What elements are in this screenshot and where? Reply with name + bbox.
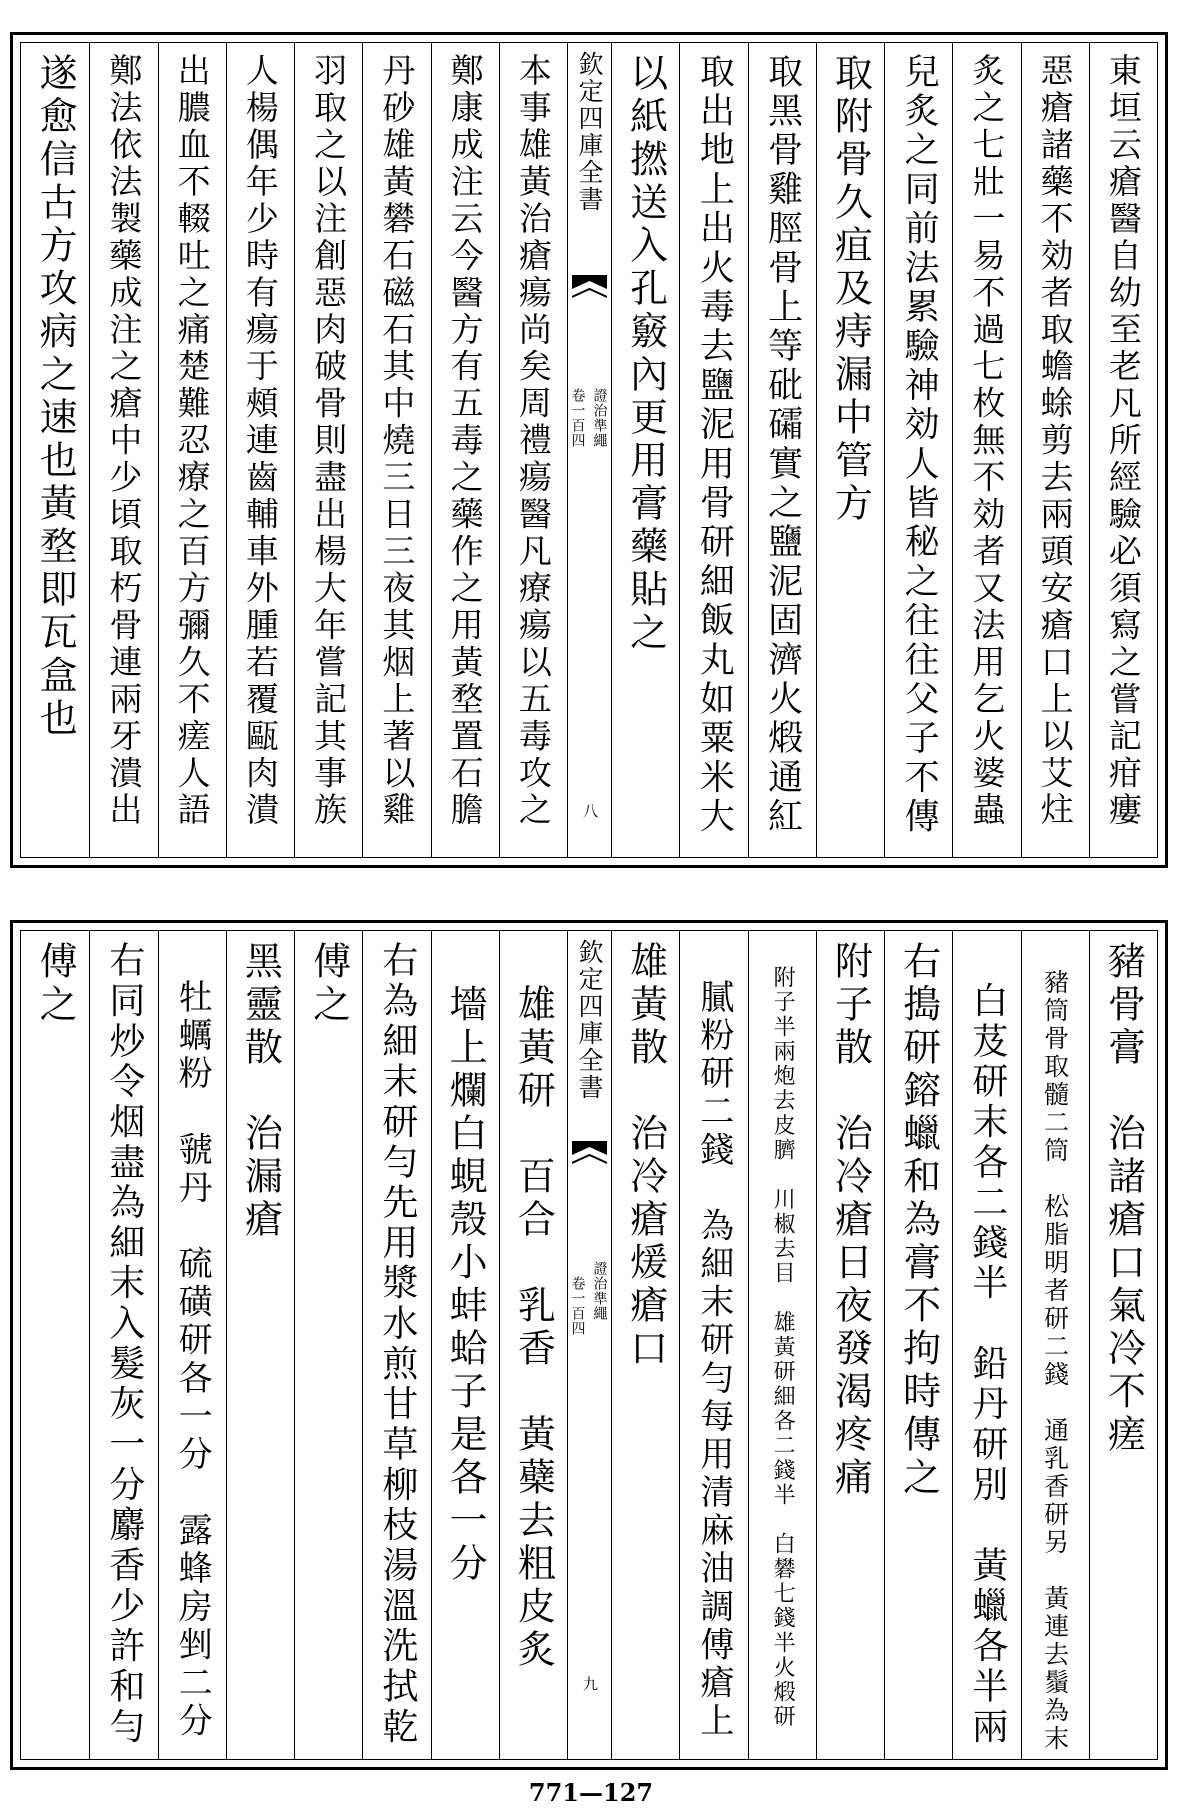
text-column [226, 931, 294, 1759]
top-page-text-frame [20, 42, 1158, 858]
text-column [89, 43, 157, 857]
column-text: 本事雄黃治瘡瘍尚矣周禮瘍醫凡療瘍以五毒攻之 [513, 53, 553, 830]
text-column [431, 931, 499, 1759]
text-column [952, 43, 1020, 857]
column-text: 東垣云瘡醫自幼至老凡所經驗必須寫之嘗記疳瘻 [1103, 53, 1143, 830]
text-column [1089, 43, 1157, 857]
bottom-page [10, 920, 1168, 1770]
column-text: 右為細末研勻先用漿水煎甘草柳枝湯溫洗拭乾 [376, 941, 418, 1748]
text-column [816, 43, 884, 857]
column-text: 傅之 [306, 941, 351, 1027]
column-text: 膩粉研二錢 為細末研勻每用清麻油調傅瘡上 [693, 941, 734, 1741]
text-column [431, 43, 499, 857]
column-text: 黑靈散 治漏瘡 [238, 941, 283, 1242]
text-column [89, 931, 157, 1759]
column-text: 遂愈信古方攻病之速也黃堥即瓦盒也 [33, 53, 78, 741]
gutter-title: 欽定四庫全書 [575, 939, 604, 1101]
column-text: 取附骨久疽及痔漏中管方 [828, 53, 873, 526]
gutter-section: 證治準繩 [591, 1261, 608, 1321]
text-column [1021, 931, 1089, 1759]
text-column [679, 43, 747, 857]
text-column [226, 43, 294, 857]
text-column [499, 43, 567, 857]
column-text: 墻上爛白蜆殼小蚌蛤子是各一分 [443, 941, 488, 1586]
column-text: 鄭法依法製藥成注之瘡中少頃取朽骨連兩牙潰出 [104, 53, 144, 830]
text-column [611, 43, 679, 857]
column-text: 丹砂雄黃礬石磁石其中燒三日三夜其烟上著以雞 [377, 53, 417, 830]
column-text: 炙之七壯一易不過七枚無不効者又法用乞火婆蟲 [967, 53, 1007, 830]
column-text: 右同炒令烟盡為細末入髮灰一分麝香少許和勻 [103, 941, 145, 1748]
bottom-page-text-frame [20, 930, 1158, 1760]
column-text: 取黑骨雞脛骨上等砒礵實之鹽泥固濟火煅通紅 [762, 53, 803, 837]
text-column [158, 43, 226, 857]
column-text: 附子半兩炮去皮臍 川椒去目 雄黃研細各二錢半 白礬七錢半火煅研 [770, 941, 796, 1730]
text-column [1089, 931, 1157, 1759]
gutter-leaf-number: 九 [581, 1676, 599, 1693]
fish-tail-mark [572, 275, 607, 301]
text-column [499, 931, 567, 1759]
column-text: 出膿血不輟吐之痛楚難忍療之百方彌久不瘥人語 [172, 53, 212, 830]
text-column [884, 43, 952, 857]
text-column [294, 931, 362, 1759]
column-text: 兒炙之同前法累驗神効人皆秘之往往父子不傳 [899, 53, 940, 837]
text-column [362, 43, 430, 857]
column-text: 取出地上出火毒去鹽泥用骨研細飯丸如粟米大 [694, 53, 735, 837]
center-gutter [567, 43, 611, 857]
column-text: 豬筒骨取髓二筒 松脂明者研二錢 通乳香研另 黃連去鬚為末 [1040, 941, 1070, 1753]
column-text: 雄黃散 治冷瘡煖瘡口 [623, 941, 668, 1371]
column-text: 傅之 [33, 941, 78, 1027]
text-column [1021, 43, 1089, 857]
column-text: 附子散 治冷瘡日夜發渴疼痛 [828, 941, 873, 1500]
column-text: 豬骨膏 治諸瘡口氣冷不瘥 [1101, 941, 1146, 1457]
column-text: 人楊偶年少時有瘍于頰連齒輔車外腫若覆甌肉潰 [240, 53, 280, 830]
fish-tail-mark [572, 1141, 607, 1167]
page-number: 771—127 [528, 1778, 654, 1807]
text-column [21, 43, 89, 857]
text-column [294, 43, 362, 857]
gutter-volume: 卷一百四 [569, 388, 586, 448]
column-text: 白芨研末各二錢半 鉛丹研別 黃蠟各半兩 [966, 941, 1008, 1748]
text-column [362, 931, 430, 1759]
column-text: 以紙撚送入孔竅內更用膏藥貼之 [623, 53, 668, 655]
column-text: 雄黃研 百合 乳香 黃蘗去粗皮炙 [511, 941, 556, 1672]
text-column [748, 43, 816, 857]
text-column [748, 931, 816, 1759]
gutter-section: 證治準繩 [591, 388, 608, 448]
gutter-volume: 卷一百四 [569, 1276, 586, 1336]
text-column [611, 931, 679, 1759]
column-text: 右搗研鎔蠟和為膏不拘時傳之 [896, 941, 941, 1500]
text-column [816, 931, 884, 1759]
gutter-leaf-number: 八 [581, 803, 599, 820]
text-column [679, 931, 747, 1759]
top-page [10, 32, 1168, 868]
text-column [21, 931, 89, 1759]
text-column [884, 931, 952, 1759]
column-text: 鄭康成注云今醫方有五毒之藥作之用黃堥置石膽 [445, 53, 485, 830]
column-text: 惡瘡諸藥不効者取蟾蜍剪去兩頭安瘡口上以艾炷 [1035, 53, 1075, 830]
column-text: 羽取之以注創惡肉破骨則盡出楊大年嘗記其事族 [309, 53, 349, 830]
text-column [952, 931, 1020, 1759]
gutter-title: 欽定四庫全書 [575, 51, 604, 213]
column-text: 牡蠣粉 虢丹 硫磺研各一分 露蜂房剉二分 [172, 941, 213, 1741]
text-column [158, 931, 226, 1759]
center-gutter [567, 931, 611, 1759]
